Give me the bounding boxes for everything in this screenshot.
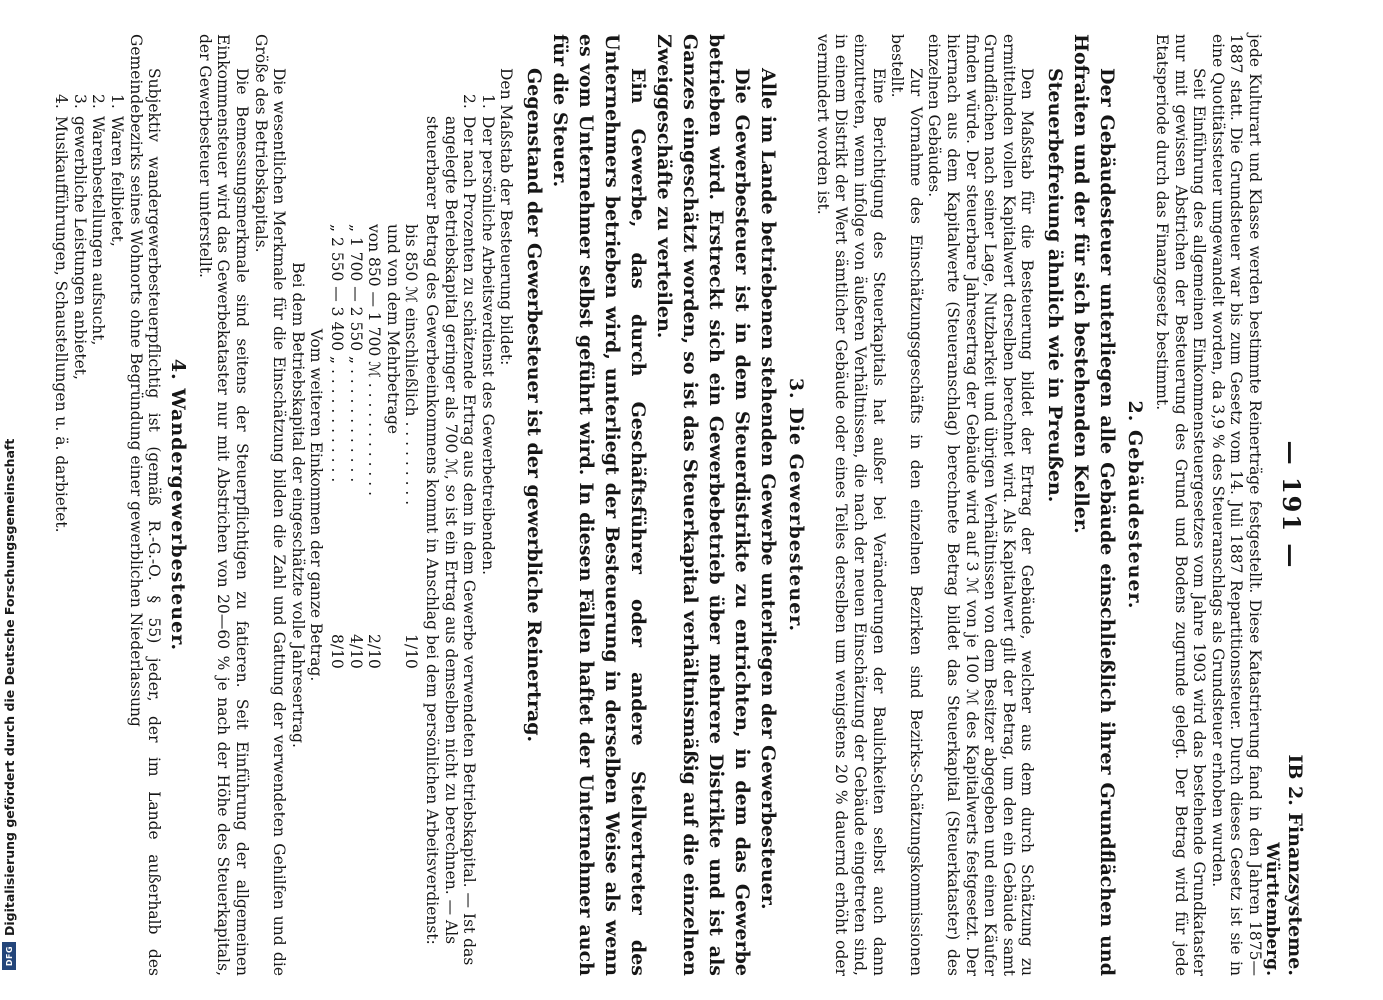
body-paragraph: Die wesentlichen Merkmale für die Einschätzung bilden die Zahl und Gattung der verwendeten Gehilfen und die Größe des Betriebskapitals. bbox=[251, 34, 289, 976]
section-lead: Ein Gewerbe, das durch Geschäftsführer oder andere Stellvertreter des Unternehmers betrieben wird, unterliegt der Besteuerung in derselben Weise als wenn es vom Unternehmer selbst geführt wird. In diesen Fällen haftet der Unternehmer auch für die Steuer. bbox=[549, 34, 650, 976]
tariff-table bbox=[327, 224, 420, 976]
section-lead: Der Gebäudesteuer unterliegen alle Gebäude einschließlich ihrer Grundflächen und Hofraiten und der für sich bestehenden Keller. bbox=[1070, 34, 1119, 976]
section-tag-title: IB 2. Finanzsysteme. bbox=[1284, 754, 1306, 976]
body-paragraph: Zur Vornahme des Einschätzungsgeschäfts in den einzelnen Bezirken sind Bezirks-Schätzungskommissionen bestellt. bbox=[888, 34, 925, 976]
body-paragraph: Den Maßstab für die Besteuerung bildet der Ertrag der Gebäude, welcher aus dem durch Schätzung zu ermittelnden vollen Kapitalwert derselben berechnet wird. Als Kapitalwert gilt der Betrag, um den ein Gebäude samt Grundflächen nach seiner Lage, Nutzbarkeit und übrigen Verhältnissen von dem Besitzer abgegeben und einen Käufer finden würde. Der steuerbare Jahresertrag der Gebäude wird auf 3 ℳ von je 100 ℳ des Kapitalwerts festgesetzt. Der hiernach aus dem Kapitalwerte (Steueranschlag) berechnete Betrag bildet das Steuerkapital (Steuerkataster) des einzelnen Gebäudes. bbox=[925, 34, 1037, 976]
list-item: 2. Warenbestellungen aufsucht, bbox=[89, 94, 108, 346]
running-header bbox=[1264, 34, 1308, 976]
tariff-row: bis 850 ℳ einschließlich . . . . . . . . . 1/10 bbox=[402, 224, 421, 669]
list-item: 1. Der persönliche Arbeitsverdienst des Gewerbetreibenden. bbox=[478, 94, 497, 576]
tariff-note: Vom weiteren Einkommen der ganze Betrag. bbox=[307, 328, 326, 682]
numbered-list bbox=[52, 94, 126, 976]
list-item: 3. gewerbliche Leistungen anbietet, bbox=[70, 94, 89, 380]
list-item: 1. Waren feilbietet, bbox=[108, 94, 127, 247]
section-heading: 4. Wandergewerbesteuer. bbox=[167, 358, 190, 652]
tariff-row: von 850 — 1 700 ℳ . . . . . . . . . . . . 2/10 bbox=[365, 224, 384, 669]
body-paragraph: Den Maßstab der Besteuerung bildet: bbox=[497, 68, 516, 366]
section-heading: 3. Die Gewerbesteuer. bbox=[785, 377, 808, 633]
tariff-row: „ 1 700 — 2 550 „ . . . . . . . . . . . . 4/10 bbox=[346, 224, 365, 669]
section-lead: Alle im Lande betriebenen stehenden Gewerbe unterliegen der Gewerbesteuer. bbox=[757, 68, 780, 910]
list-item: 2. Der nach Prozenten zu schätzende Ertrag aus dem in dem Gewerbe verwendeten Betriebskapital. — Ist das angelegte Betriebskapital geringer als 700 ℳ, so ist ein Ertrag aus demselben nicht zu berechnen. — Als steuerbarer Betrag des Gewerbeeinkommens kommt in Anschlag bei dem persönlichen Arbeitsverdienst: bbox=[422, 94, 479, 966]
numbered-list bbox=[422, 94, 496, 976]
intro-paragraph: Seit Einführung des allgemeinen Einkommensteuergesetzes vom Jahre 1903 wird das bestehende Grundkataster nur mit gewissen Abstrichen der Besteuerung des Grund und Bodens zugrunde gelegt. Der Betrag wird für jede Etatsperiode durch das Finanzgesetz bestimmt. bbox=[1153, 34, 1209, 976]
rotated-document-page bbox=[52, 0, 1318, 1000]
body-paragraph: Die Bemessungsmerkmale sind seitens der Steuerpflichtigen zu fatieren. Seit Einführung der allgemeinen Einkommensteuer wird das Gewerbekataster nur mit Abstrichen von 20—60 % je nach der Höhe des Steuerkapitals, der Gewerbesteuer unterstellt. bbox=[195, 34, 251, 976]
funding-footer bbox=[0, 0, 18, 1000]
tariff-row: „ 2 550 — 3 400 „ . . . . . . . . . . . . 8/10 bbox=[327, 224, 346, 669]
body-paragraph: Subjektiv wandergewerbesteuerpflichtig ist (gemäß R.-G.-O. § 55) jeder, der im Lande außerhalb des Gemeindebezirks seines Wohnorts ohne Begründung einer gewerblichen Niederlassung bbox=[126, 34, 164, 976]
section-tag-subtitle: Württemberg. bbox=[1262, 842, 1282, 976]
list-item: 4. Musikaufführungen, Schaustellungen u. ä. darbietet. bbox=[52, 94, 71, 533]
funding-notice: Digitalisierung gefördert durch die Deutsche Forschungsgemeinschaft bbox=[1, 438, 17, 936]
section-lead: Steuerbefreiung ähnlich wie in Preußen. bbox=[1044, 68, 1067, 503]
dfg-logo: DFG bbox=[2, 942, 16, 970]
section-tag bbox=[1260, 754, 1306, 976]
section-lead: Gegenstand der Gewerbesteuer ist der gewerbliche Reinertrag. bbox=[523, 68, 546, 743]
tariff-note: Bei dem Betriebskapital der eingeschätzte volle Jahresertrag. bbox=[288, 262, 307, 748]
section-heading: 2. Gebäudesteuer. bbox=[1124, 400, 1147, 610]
section-lead: Die Gewerbesteuer ist in dem Steuerdistrikte zu entrichten, in dem das Gewerbe betrieben wird. Erstreckt sich ein Gewerbebetrieb über mehrere Distrikte und ist als Ganzes eingeschätzt worden, so ist das Steuerkapital verhältnismäßig auf die einzelnen Zweiggeschäfte zu verteilen. bbox=[653, 34, 754, 976]
body-paragraph: Eine Berichtigung des Steuerkapitals hat außer bei Veränderungen der Baulichkeiten selbst auch dann einzutreten, wenn infolge von äußeren Verhältnissen, die nach der neuen Einschätzung der Gebäude eingetreten sind, in einem Distrikt der Wert sämtlicher Gebäude oder eines Teiles derselben um wenigstens 20 % dauernd erhöht oder vermindert worden ist. bbox=[813, 34, 888, 976]
page-number: — 191 — bbox=[1277, 440, 1306, 570]
intro-paragraph: jede Kulturart und Klasse werden bestimmte Reinerträge festgestellt. Diese Katastrierung fand in den Jahren 1875—1887 statt. Die Grundsteuer war bis zum Gesetz vom 14. Juli 1887 Repartitionssteuer. Durch dieses Gesetz ist sie in eine Quotitätssteuer umgewandelt worden, da 3,9 % des Steueranschlags als Grundsteuer erhoben wurden. bbox=[1208, 34, 1264, 976]
tariff-caption: und von dem Mehrbetrage bbox=[383, 224, 402, 435]
